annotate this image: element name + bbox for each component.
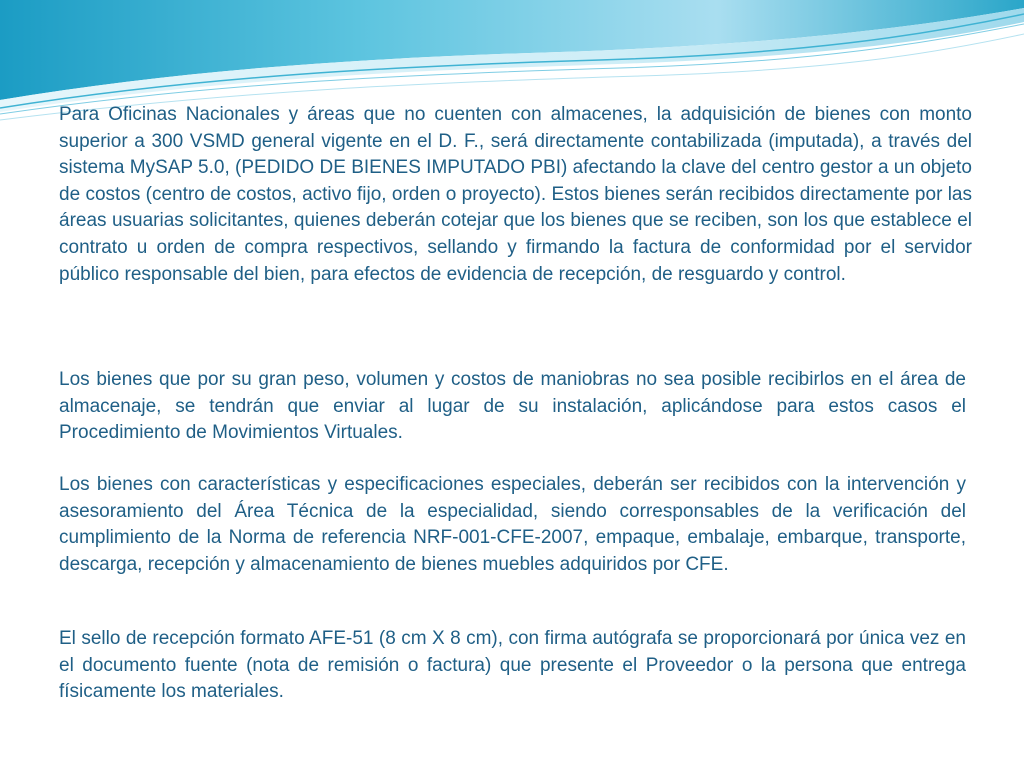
paragraph-sello-recepcion: El sello de recepción formato AFE-51 (8 cm X 8 cm), con firma autógrafa se proporcionará por única vez en el documento fuente (nota de remisión o factura) que presente el Proveedor o la persona que entrega físicamente los materiales. xyxy=(59,628,966,703)
paragraph-bienes-gran-peso: Los bienes que por su gran peso, volumen y costos de maniobras no sea posible recibirlos en el área de almacenaje, se tendrán que enviar al lugar de su instalación, aplicándose para estos casos el Procedimiento de Movimientos Virtuales. xyxy=(59,369,966,444)
paragraph-bienes-especiales: Los bienes con características y especificaciones especiales, deberán ser recibidos con la intervención y asesoramiento del Área Técnica de la especialidad, siendo corresponsables de la verificación del cumplimiento de la Norma de referencia NRF-001-CFE-2007, empaque, embalaje, embarque, transporte, descarga, recepción y almacenamiento de bienes muebles adquiridos por CFE. xyxy=(59,474,966,575)
paragraph-oficinas-nacionales: Para Oficinas Nacionales y áreas que no cuenten con almacenes, la adquisición de bienes con monto superior a 300 VSMD general vigente en el D. F., será directamente contabilizada (imputada), a través del sistema MySAP 5.0, (PEDIDO DE BIENES IMPUTADO PBI) afectando la clave del centro gestor a un objeto de costos (centro de costos, activo fijo, orden o proyecto). Estos bienes serán recibidos directamente por las áreas usuarias solicitantes, quienes deberán cotejar que los bienes que se reciben, son los que establece el contrato u orden de compra respectivos, sellando y firmando la factura de conformidad por el servidor público responsable del bien, para efectos de evidencia de recepción, de resguardo y control. xyxy=(59,104,972,285)
